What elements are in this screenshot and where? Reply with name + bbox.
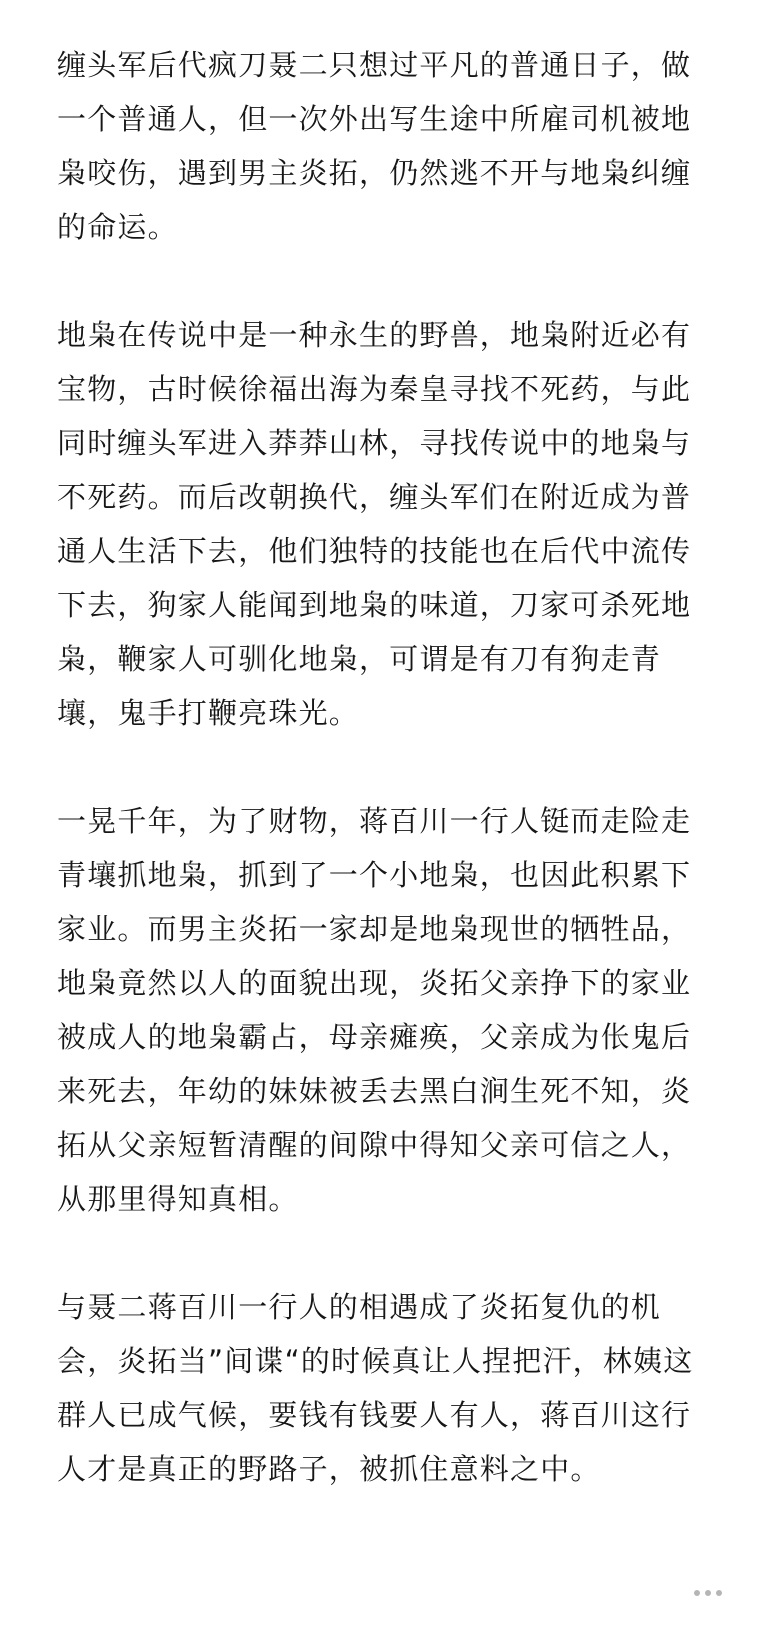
paragraph-4: 与聂二蒋百川一行人的相遇成了炎拓复仇的机 会，炎拓当”间谍“的时候真让人捏把汗，林姨这 群人已成气候，要钱有钱要人有人，蒋百川这行 人才是真正的野路子，被抓住意料之中。 [57,1290,694,1486]
paragraph-3: 一晃千年，为了财物，蒋百川一行人铤而走险走 青壤抓地枭，抓到了一个小地枭，也因此积累下 家业。而男主炎拓一家却是地枭现世的牺牲品， 地枭竟然以人的面貌出现，炎拓父亲挣下的家业 被成人的地枭霸占，母亲瘫痪，父亲成为伥鬼后 来死去，年幼的妹妹被丢去黑白涧生死不知，炎 拓从父亲短暂清醒的间隙中得知父亲可信之人， 从那里得知真相。 [57,804,692,1216]
article-body [57,38,697,1550]
paragraph-2: 地枭在传说中是一种永生的野兽，地枭附近必有 宝物，古时候徐福出海为秦皇寻找不死药，与此 同时缠头军进入莽莽山林，寻找传说中的地枭与 不死药。而后改朝换代，缠头军们在附近成为普 通人生活下去，他们独特的技能也在后代中流传 下去，狗家人能闻到地枭的味道，刀家可杀死地 枭，鞭家人可驯化地枭，可谓是有刀有狗走青 壤，鬼手打鞭亮珠光。 [57,318,692,730]
paragraph-1: 缠头军后代疯刀聂二只想过平凡的普通日子，做 一个普通人，但一次外出写生途中所雇司机被地 枭咬伤，遇到男主炎拓，仍然逃不开与地枭纠缠 的命运。 [57,48,692,244]
ellipsis-dots-icon [694,1590,722,1596]
dot-1 [694,1590,700,1596]
dot-2 [705,1590,711,1596]
dot-3 [716,1590,722,1596]
